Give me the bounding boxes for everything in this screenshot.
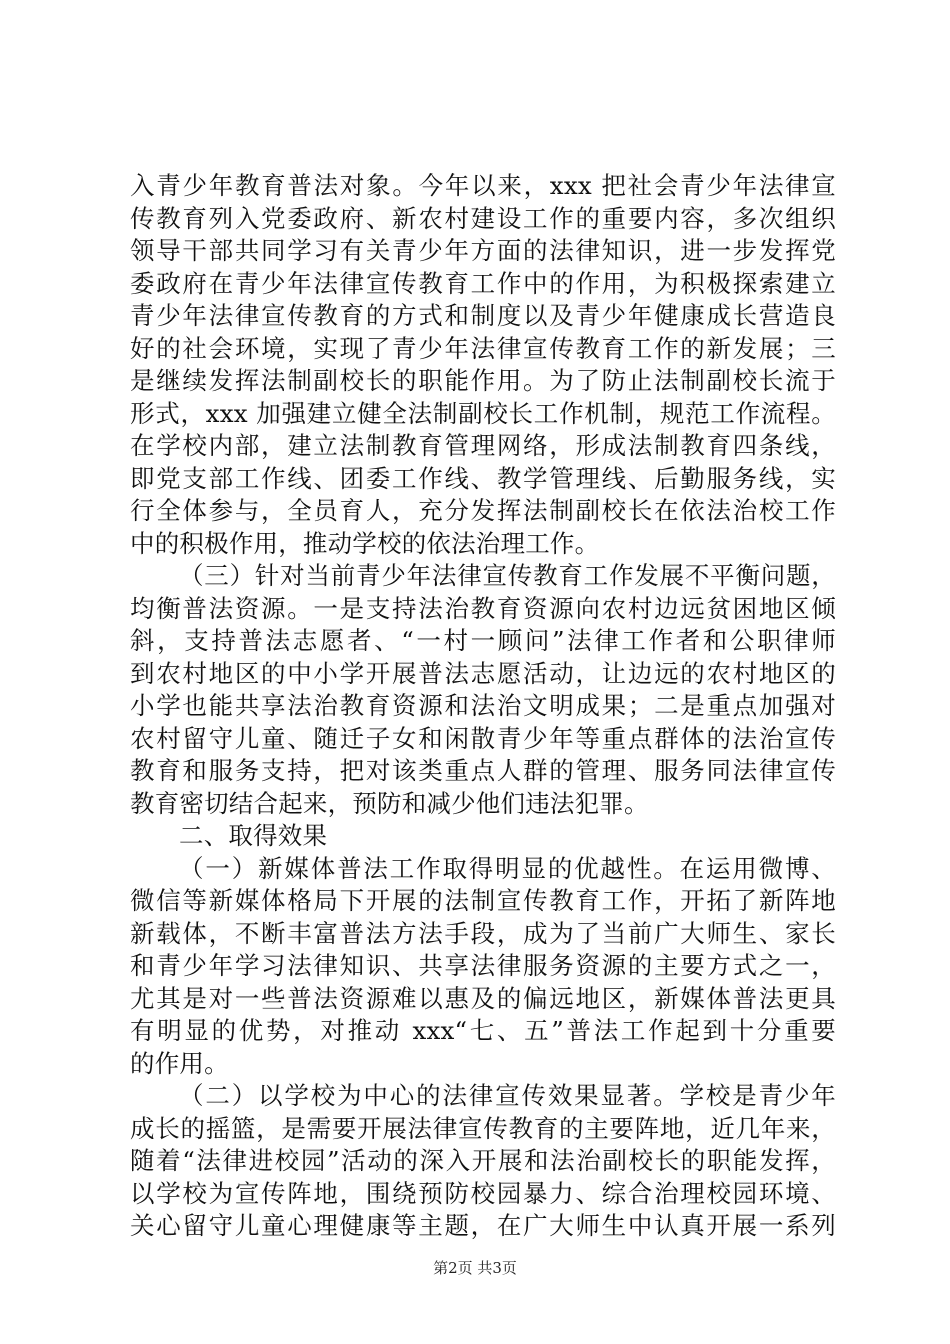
text-line: 二、取得效果 <box>179 821 328 850</box>
text-line: 新载体，不断丰富普法方法手段，成为了当前广大师生、家长 <box>130 918 836 948</box>
text-line: 以学校为宣传阵地，围绕预防校园暴力、综合治理校园环境、 <box>130 1178 836 1208</box>
text-line: 教育和服务支持，把对该类重点人群的管理、服务同法律宣传 <box>130 756 836 785</box>
text-line: 形式，xxx 加强建立健全法制副校长工作机制，规范工作流程。 <box>130 398 836 428</box>
text-line: 微信等新媒体格局下开展的法制宣传教育工作，开拓了新阵地 <box>130 886 836 915</box>
page-footer: 第2页 共3页 <box>433 1259 517 1277</box>
text-line: （二）以学校为中心的法律宣传效果显著。学校是青少年 <box>179 1081 836 1110</box>
text-line: 斜，支持普法志愿者、“一村一顾问”法律工作者和公职律师 <box>130 626 836 655</box>
text-line: 行全体参与，全员育人，充分发挥法制副校长在依法治校工作 <box>130 496 836 525</box>
text-line: 成长的摇篮，是需要开展法律宣传教育的主要阵地，近几年来， <box>130 1113 836 1143</box>
text-line: 随着“法律进校园”活动的深入开展和法治副校长的职能发挥， <box>130 1146 836 1175</box>
text-line: 委政府在青少年法律宣传教育工作中的作用，为积极探索建立 <box>130 268 836 298</box>
text-line: 即党支部工作线、团委工作线、教学管理线、后勤服务线，实 <box>130 463 836 493</box>
text-line: 尤其是对一些普法资源难以惠及的偏远地区，新媒体普法更具 <box>130 983 836 1013</box>
text-line: 领导干部共同学习有关青少年方面的法律知识，进一步发挥党 <box>130 236 836 265</box>
text-line: 小学也能共享法治教育资源和法治文明成果；二是重点加强对 <box>130 691 836 720</box>
text-line: 关心留守儿童心理健康等主题，在广大师生中认真开展一系列 <box>130 1211 836 1240</box>
text-line: 的作用。 <box>130 1048 229 1078</box>
text-line: 教育密切结合起来，预防和减少他们违法犯罪。 <box>130 788 649 818</box>
text-line: 在学校内部，建立法制教育管理网络，形成法制教育四条线， <box>130 431 836 460</box>
document-body <box>130 170 836 1243</box>
text-line: 和青少年学习法律知识、共享法律服务资源的主要方式之一， <box>130 951 836 980</box>
text-line: 好的社会环境，实现了青少年法律宣传教育工作的新发展；三 <box>130 333 836 363</box>
text-line: 是继续发挥法制副校长的职能作用。为了防止法制副校长流于 <box>130 366 836 395</box>
text-line: （一）新媒体普法工作取得明显的优越性。在运用微博、 <box>179 853 836 883</box>
text-line: 入青少年教育普法对象。今年以来，xxx 把社会青少年法律宣 <box>130 171 836 200</box>
text-line: 中的积极作用，推动学校的依法治理工作。 <box>130 528 600 558</box>
text-line: 青少年法律宣传教育的方式和制度以及青少年健康成长营造良 <box>130 301 836 330</box>
text-line: 传教育列入党委政府、新农村建设工作的重要内容，多次组织 <box>130 203 836 233</box>
text-line: 均衡普法资源。一是支持法治教育资源向农村边远贫困地区倾 <box>130 593 836 623</box>
text-line: （三）针对当前青少年法律宣传教育工作发展不平衡问题， <box>179 561 836 590</box>
text-line: 农村留守儿童、随迁子女和闲散青少年等重点群体的法治宣传 <box>130 723 836 753</box>
text-line: 到农村地区的中小学开展普法志愿活动，让边远的农村地区的 <box>130 658 836 688</box>
text-line: 有明显的优势，对推动 xxx“七、五”普法工作起到十分重要 <box>130 1016 836 1045</box>
